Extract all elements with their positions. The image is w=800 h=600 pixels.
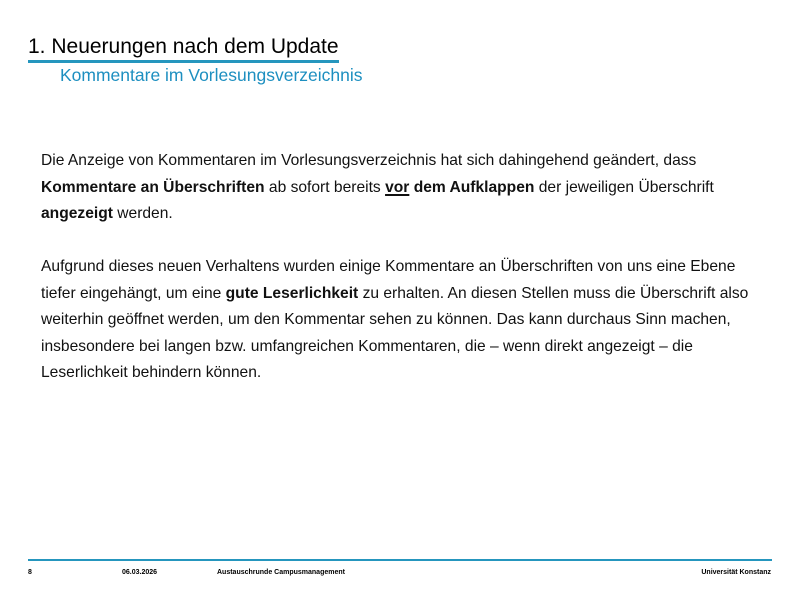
footer-event-name: Austauschrunde Campusmanagement bbox=[217, 569, 345, 576]
text-run: zu erhalten. An diesen Stellen muss die Überschrift also weiterhin geöffnet werden, um den Kommentar sehen zu können. Das kann durchaus Sinn machen, insbesondere bei langen bzw. umfangreichen Kommentaren, die – wenn direkt angezeigt – die Leserlichkeit behindern können. bbox=[41, 284, 749, 381]
text-run: Aufgrund dieses neuen Verhaltens wurden einige Kommentare an Überschriften von uns eine Ebene tiefer eingehängt, um eine bbox=[41, 258, 736, 302]
text-run: ab sofort bereits bbox=[264, 178, 386, 196]
emphasis-good-readability: gute Leserlichkeit bbox=[225, 284, 359, 302]
page-number: 8 bbox=[28, 569, 32, 576]
emphasis-displayed: angezeigt bbox=[41, 205, 113, 222]
text-run: Die Anzeige von Kommentaren im Vorlesungsverzeichnis hat sich dahingehend geändert, dass bbox=[41, 152, 697, 169]
text-run: der jeweiligen Überschrift bbox=[534, 178, 714, 196]
slide-title: 1. Neuerungen nach dem Update bbox=[28, 35, 339, 63]
emphasis-before-expanding: dem Aufklappen bbox=[413, 178, 535, 196]
paragraph-display-change bbox=[41, 148, 761, 228]
slide-subtitle: Kommentare im Vorlesungsverzeichnis bbox=[60, 65, 363, 85]
footer-date: 06.03.2026 bbox=[122, 569, 158, 576]
text-run: werden. bbox=[112, 205, 173, 222]
slide-header bbox=[28, 35, 339, 63]
paragraph-readability bbox=[41, 254, 761, 387]
footer-organization: Universität Konstanz bbox=[701, 569, 771, 576]
footer-divider bbox=[28, 559, 772, 561]
emphasis-comments-on-headings: Kommentare an Überschriften bbox=[41, 178, 265, 196]
slide-body bbox=[41, 148, 761, 413]
emphasis-vor: vor bbox=[385, 178, 410, 196]
